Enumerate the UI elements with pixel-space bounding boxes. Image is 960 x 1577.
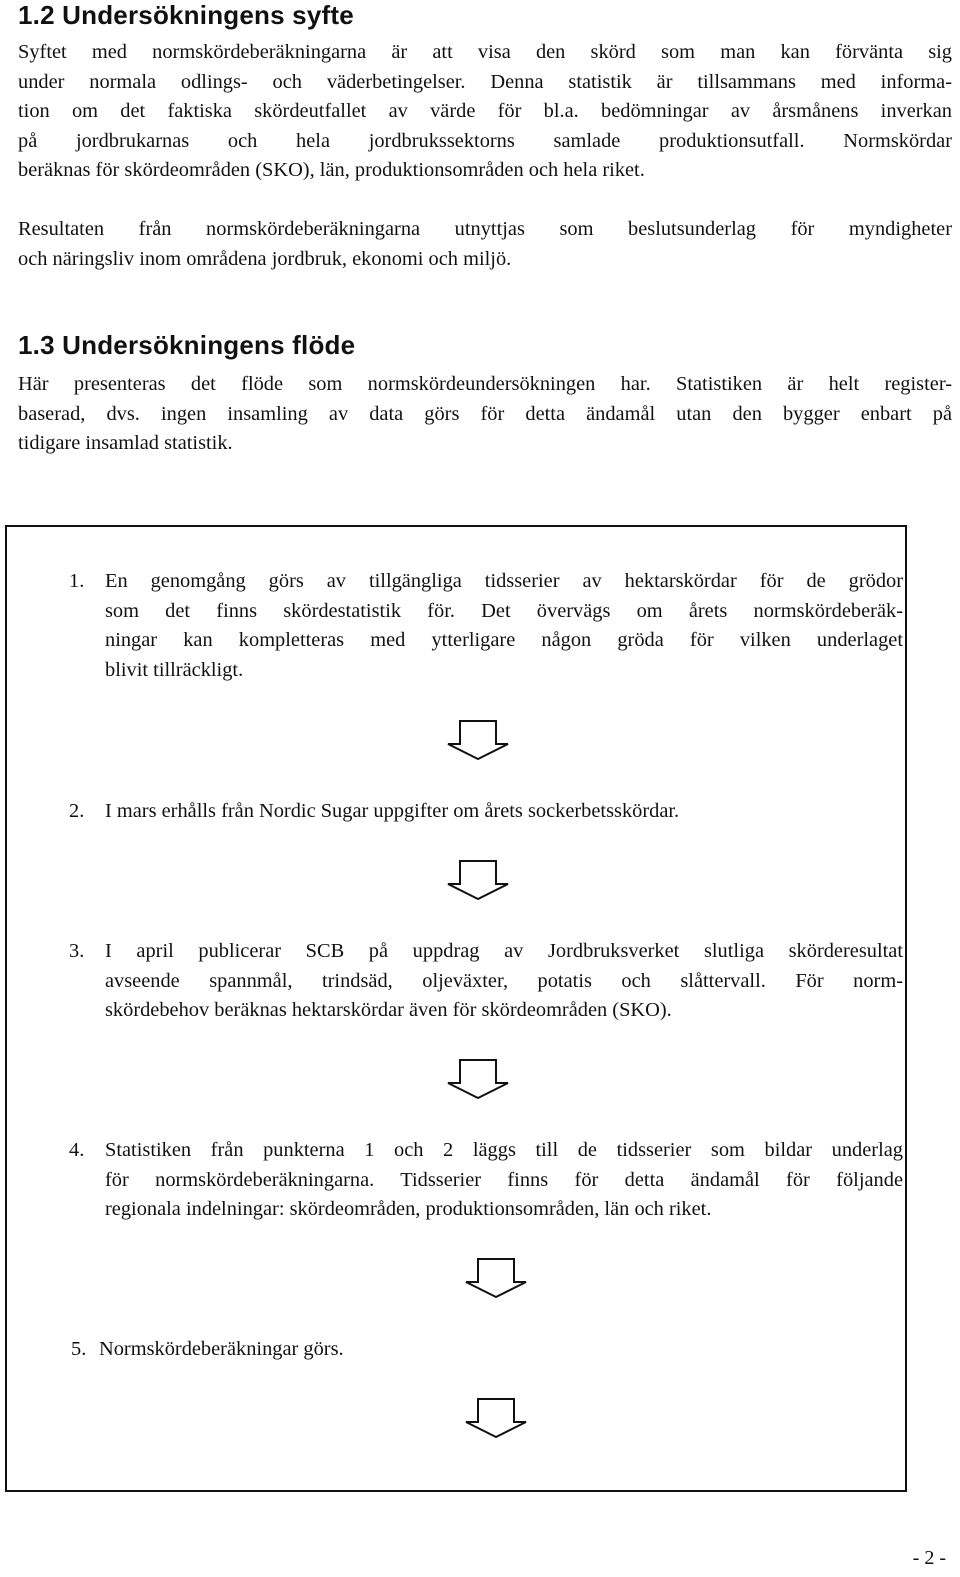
step-line: blivit tillräckligt.: [105, 658, 244, 681]
paragraph-syfte: [18, 38, 952, 186]
step-number: 4.: [69, 1139, 85, 1161]
step-line: skördebehov beräknas hektarskördar även för skördeområden (SKO).: [105, 999, 672, 1022]
step-line: som det finns skördestatistik för. Det övervägs om årets normskördeberäk-: [105, 599, 903, 622]
paragraph-resultat: [18, 215, 952, 274]
paragraph-line: tion om det faktiska skördeutfallet av värde för bl.a. bedömningar av årsmånens inverkan: [18, 100, 952, 123]
paragraph-line: på jordbrukarnas och hela jordbrukssektorns samlade produktionsutfall. Normskördar: [18, 129, 952, 152]
step-line: Statistiken från punkterna 1 och 2 läggs till de tidsserier som bildar underlag: [105, 1139, 903, 1161]
paragraph-line: Här presenteras det flöde som normskördeundersökningen har. Statistiken är helt register-: [18, 373, 952, 395]
step-line: för normskördeberäkningarna. Tidsserier finns för detta ändamål för följande: [105, 1168, 903, 1191]
step-line: ningar kan kompletteras med ytterligare någon gröda för vilken underlaget: [105, 629, 903, 652]
step-text: [99, 1335, 897, 1365]
step-line: I april publicerar SCB på uppdrag av Jordbruksverket slutliga skörderesultat: [105, 940, 903, 962]
down-arrow-icon: [447, 860, 509, 900]
step-line: I mars erhålls från Nordic Sugar uppgifter om årets sockerbetsskördar.: [105, 800, 680, 822]
paragraph-line: under normala odlings- och väderbetingelser. Denna statistik är tillsammans med informa-: [18, 70, 952, 93]
paragraph-line: beräknas för skördeområden (SKO), län, produktionsområden och hela riket.: [18, 159, 645, 182]
step-line: avseende spannmål, trindsäd, oljeväxter, potatis och slåttervall. För norm-: [105, 969, 903, 992]
step-number: 2.: [69, 800, 85, 822]
down-arrow-icon: [465, 1258, 527, 1298]
paragraph-line: och näringsliv inom områdena jordbruk, ekonomi och miljö.: [18, 247, 512, 270]
paragraph-flode: [18, 370, 952, 459]
step-line: regionala indelningar: skördeområden, produktionsområden, län och riket.: [105, 1198, 712, 1221]
step-text: [105, 567, 903, 685]
flow-diagram-box: [5, 525, 907, 1492]
page-number: - 2 -: [912, 1547, 946, 1569]
step-number: 1.: [69, 570, 85, 592]
down-arrow-icon: [447, 1059, 509, 1099]
paragraph-line: Syftet med normskördeberäkningarna är att visa den skörd som man kan förvänta sig: [18, 41, 952, 63]
down-arrow-icon: [447, 720, 509, 760]
section-heading-syfte: 1.2 Undersökningens syfte: [18, 0, 354, 30]
step-text: [105, 937, 903, 1026]
step-text: [105, 1136, 903, 1225]
step-number: 5.: [71, 1338, 87, 1360]
step-line: En genomgång görs av tillgängliga tidsserier av hektarskördar för de grödor: [105, 570, 903, 592]
paragraph-line: tidigare insamlad statistik.: [18, 432, 233, 455]
step-line: Normskördeberäkningar görs.: [99, 1338, 344, 1360]
step-text: [105, 797, 903, 827]
paragraph-line: baserad, dvs. ingen insamling av data görs för detta ändamål utan den bygger enbart på: [18, 402, 952, 425]
section-heading-flode: 1.3 Undersökningens flöde: [18, 330, 356, 360]
paragraph-line: Resultaten från normskördeberäkningarna utnyttjas som beslutsunderlag för myndigheter: [18, 218, 952, 240]
step-number: 3.: [69, 940, 85, 962]
down-arrow-icon: [465, 1398, 527, 1438]
